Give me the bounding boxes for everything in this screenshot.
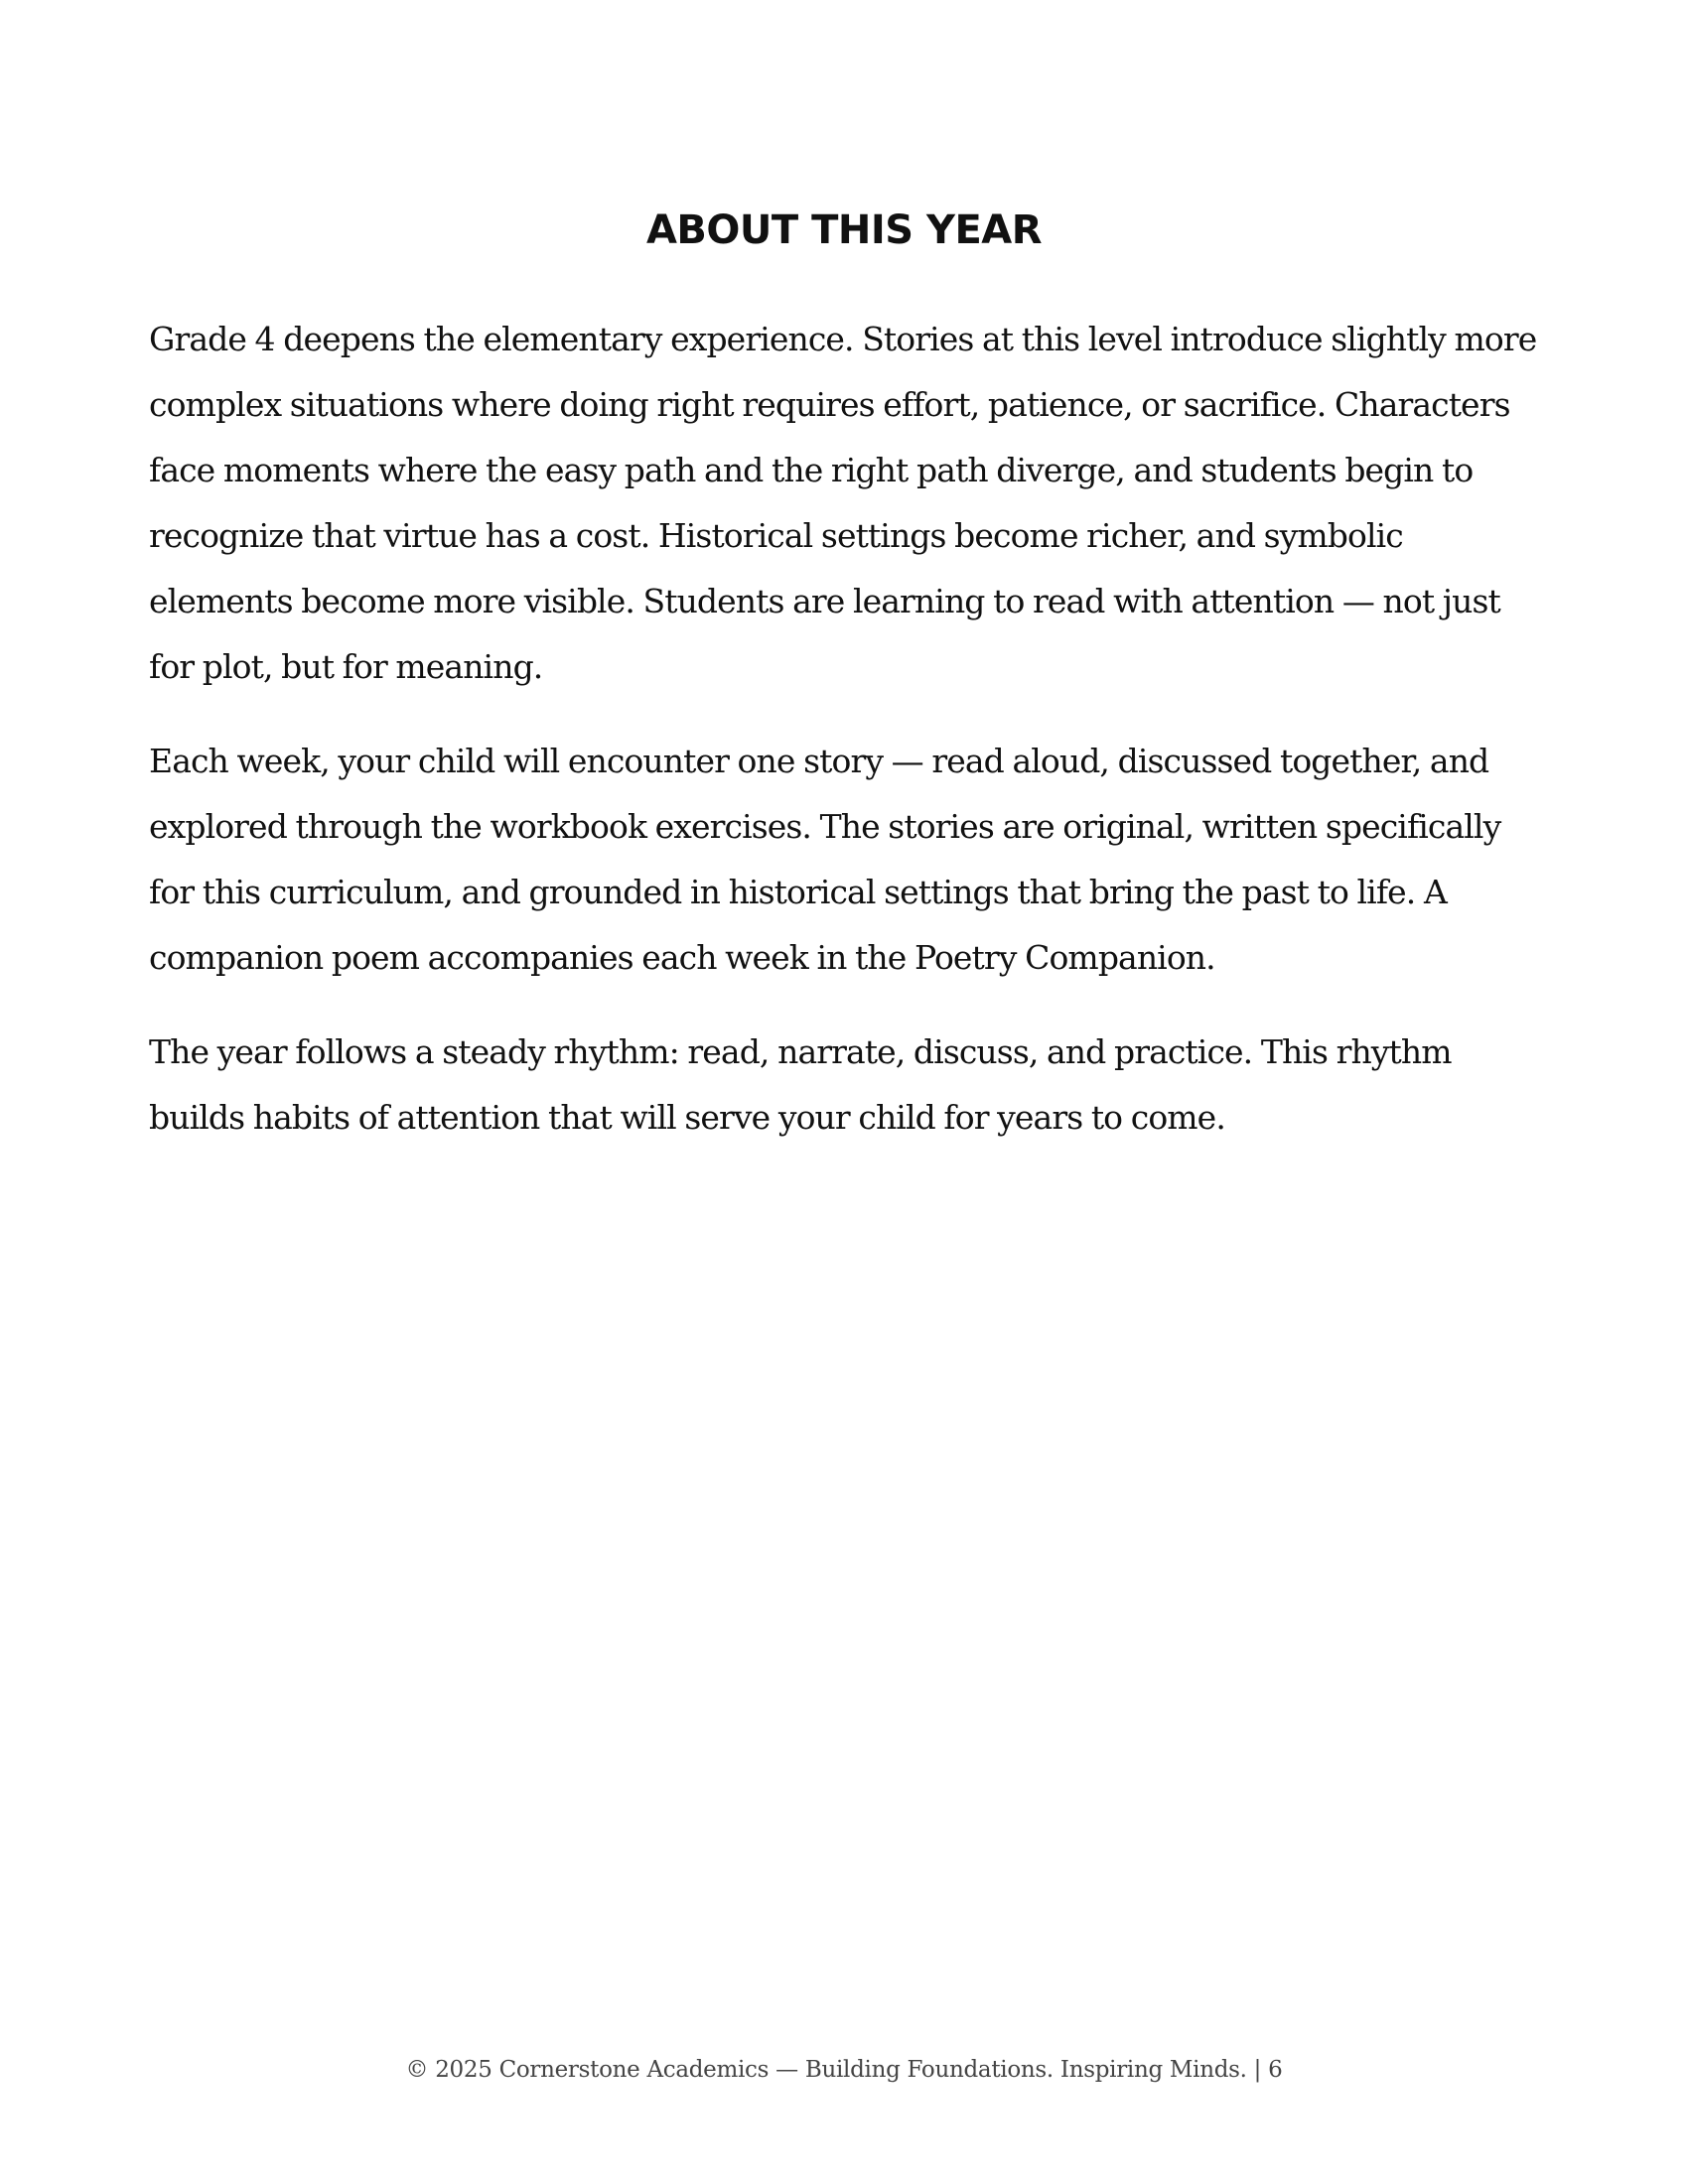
paragraph-rhythm: The year follows a steady rhythm: read, narrate, discuss, and practice. This rhythm builds habits of attention that will serve your child for years to come. (149, 1032, 1452, 1137)
paragraph-intro: Grade 4 deepens the elementary experience. Stories at this level introduce slightly more complex situations where doing right requires effort, patience, or sacrifice. Characters face moments where the easy path and the right path diverge, and students begin to recognize that virtue has a cost. Historical settings become richer, and symbolic elements become more visible. Students are learning to read with attention — not just for plot, but for meaning. (149, 320, 1537, 686)
page-footer: © 2025 Cornerstone Academics — Building Foundations. Inspiring Minds. | 6 (405, 2057, 1283, 2083)
paragraph-weekly: Each week, your child will encounter one story — read aloud, discussed together, and explored through the workbook exercises. The stories are original, written specifically for this curriculum, and grounded in historical settings that bring the past to life. A companion poem accompanies each week in the Poetry Companion. (149, 742, 1501, 977)
page-heading: ABOUT THIS YEAR (645, 207, 1043, 253)
body-text (149, 307, 1549, 1179)
